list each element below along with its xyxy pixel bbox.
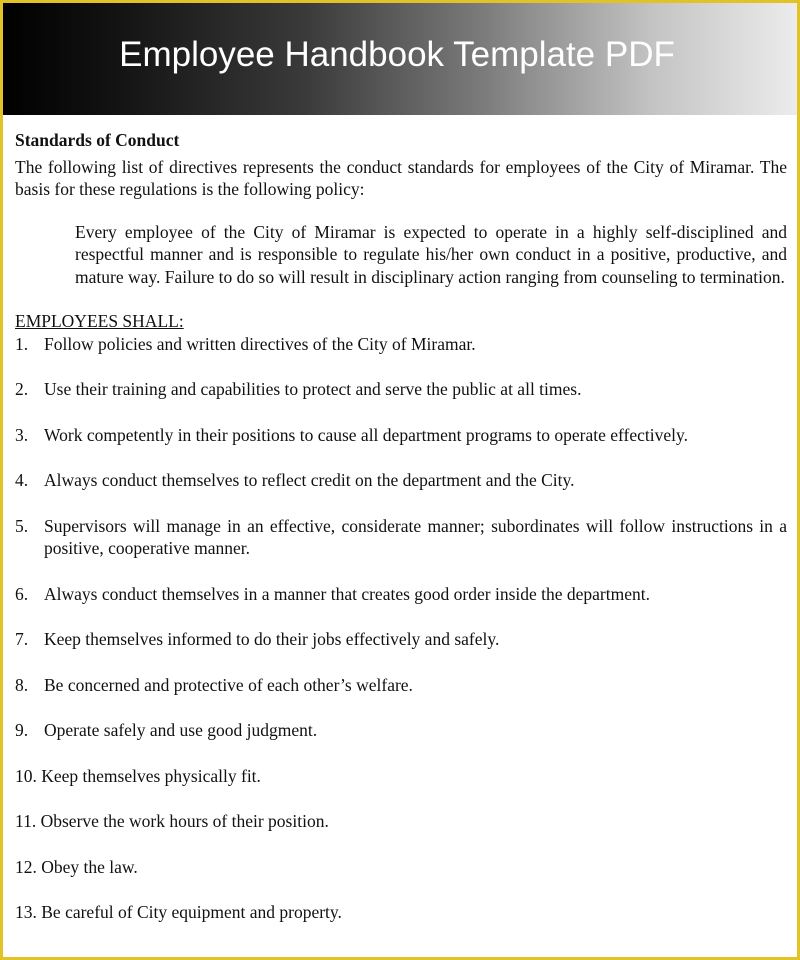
list-item: [15, 719, 787, 742]
item-number: 13.: [15, 902, 37, 922]
list-item: [15, 628, 787, 651]
list-item: [15, 765, 787, 788]
item-number: 2.: [15, 379, 29, 399]
directives-list: [15, 333, 787, 924]
item-text: Obey the law.: [41, 856, 138, 877]
item-text: Supervisors will manage in an effective, considerate manner; subordinates will follow instructions in a positive, cooperative manner.: [44, 515, 787, 558]
list-item: [15, 674, 787, 697]
list-item: [15, 583, 787, 606]
section-title: Standards of Conduct: [15, 130, 180, 150]
list-item: [15, 810, 787, 833]
item-text: Observe the work hours of their position.: [40, 811, 329, 831]
item-number: 3.: [15, 424, 29, 445]
item-number: 6.: [15, 583, 29, 604]
item-number: 9.: [15, 720, 29, 740]
item-text: Keep themselves physically fit.: [41, 765, 261, 786]
item-number: 4.: [15, 470, 29, 490]
policy-statement: Every employee of the City of Miramar is expected to operate in a highly self-disciplined and respectful manner and is responsible to regulate his/her own conduct in a positive, productive, and mature way. Failure to do so will result in disciplinary action ranging from counseling to termination.: [75, 221, 787, 287]
item-text: Keep themselves informed to do their jobs effectively and safely.: [44, 629, 500, 649]
item-number: 10.: [15, 765, 37, 786]
list-item: [15, 515, 787, 560]
list-item: [15, 901, 787, 924]
item-text: Use their training and capabilities to protect and serve the public at all times.: [44, 379, 582, 399]
item-number: 7.: [15, 629, 29, 649]
list-item: [15, 856, 787, 879]
item-number: 1.: [15, 333, 29, 354]
list-item: [15, 378, 787, 401]
item-text: Follow policies and written directives of the City of Miramar.: [44, 333, 476, 354]
item-number: 11.: [15, 811, 37, 831]
intro-paragraph: The following list of directives represents the conduct standards for employees of the City of Miramar. The basis for these regulations is the following policy:: [15, 156, 787, 199]
item-text: Always conduct themselves to reflect credit on the department and the City.: [44, 470, 575, 490]
item-number: 12.: [15, 856, 37, 877]
list-heading: EMPLOYEES SHALL:: [15, 311, 184, 331]
list-item: [15, 424, 787, 447]
document-page: [15, 129, 787, 924]
list-item: [15, 333, 787, 356]
item-number: 5.: [15, 515, 29, 536]
list-item: [15, 469, 787, 492]
item-text: Always conduct themselves in a manner that creates good order inside the department.: [44, 583, 650, 604]
item-text: Work competently in their positions to cause all department programs to operate effectively.: [44, 424, 688, 445]
item-text: Be careful of City equipment and property.: [41, 902, 342, 922]
item-number: 8.: [15, 674, 29, 695]
banner-title: Employee Handbook Template PDF: [119, 35, 675, 74]
title-banner: [3, 3, 797, 115]
item-text: Be concerned and protective of each other’s welfare.: [44, 674, 413, 695]
item-text: Operate safely and use good judgment.: [44, 720, 318, 740]
